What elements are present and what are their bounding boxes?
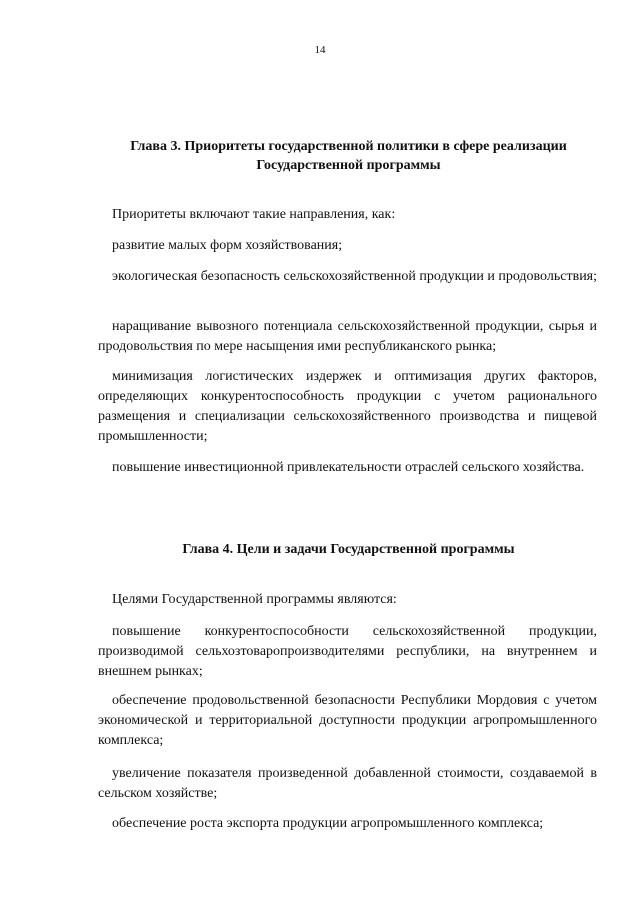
chapter-4-item-3: увеличение показателя произведенной добавленной стоимости, создаваемой в сельском хозяйстве; <box>98 766 597 801</box>
chapter-4-item-4: обеспечение роста экспорта продукции агропромышленного комплекса; <box>112 816 544 831</box>
chapter-4-intro: Целями Государственной программы являются: <box>112 592 397 607</box>
chapter-3-item-5: повышение инвестиционной привлекательности отраслей сельского хозяйства. <box>112 460 585 475</box>
chapter-4-item-2: обеспечение продовольственной безопасности Республики Мордовия с учетом экономической и территориальной доступности продукции агропромышленного комплекса; <box>98 693 597 748</box>
chapter-4-title: Глава 4. Цели и задачи Государственной программы <box>182 542 515 557</box>
page-number: 14 <box>314 44 326 56</box>
chapter-3-item-4: минимизация логистических издержек и оптимизация других факторов, определяющих конкурентоспособность продукции с учетом рационального размещения и специализации сельскохозяйственного производства и пищевой промышленности; <box>98 369 597 444</box>
chapter-3-item-1: развитие малых форм хозяйствования; <box>112 238 343 253</box>
chapter-3-item-3: наращивание вывозного потенциала сельскохозяйственной продукции, сырья и продовольствия по мере насыщения ими республиканского рынка; <box>98 319 597 354</box>
chapter-3-intro: Приоритеты включают такие направления, как: <box>112 207 396 222</box>
chapter-4-item-1: повышение конкурентоспособности сельскохозяйственной продукции, производимой сельхозтоваропроизводителями республики, на внутреннем и внешнем рынках; <box>98 624 597 679</box>
chapter-3-title: Глава 3. Приоритеты государственной политики в сфере реализации Государственной программы <box>130 139 567 173</box>
chapter-3-item-2: экологическая безопасность сельскохозяйственной продукции и продовольствия; <box>112 269 598 284</box>
